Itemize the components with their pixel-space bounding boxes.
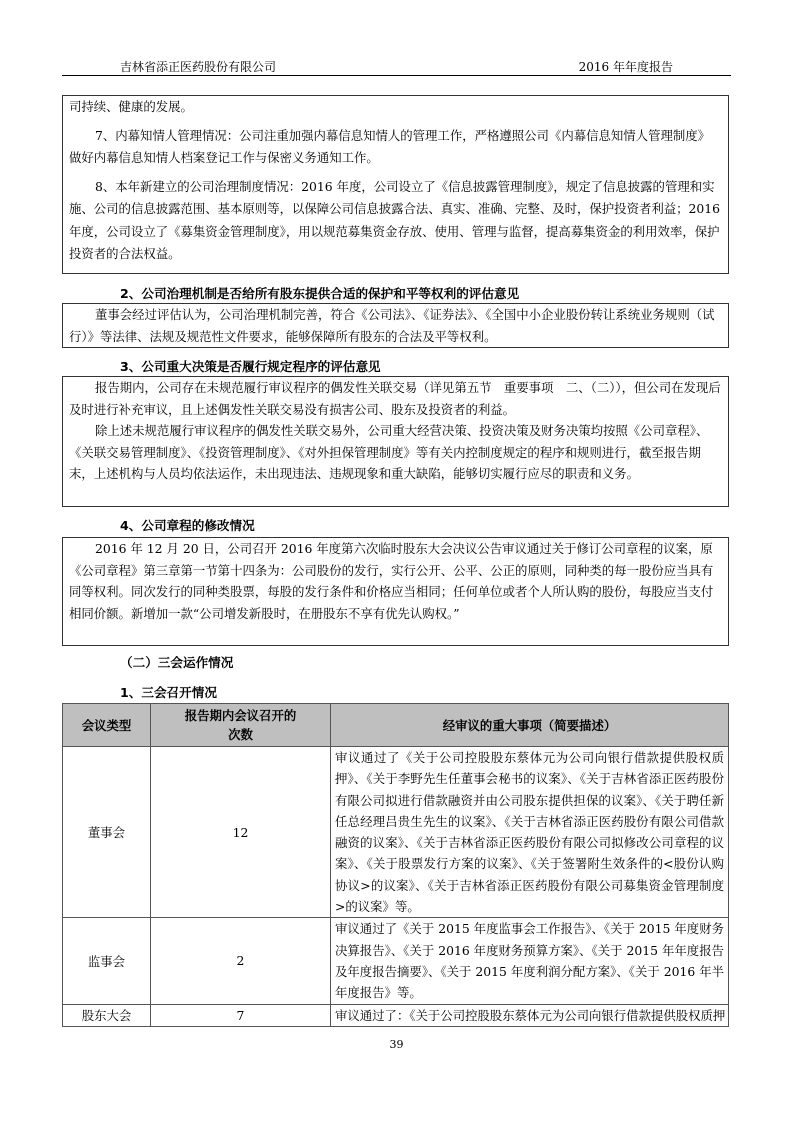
section-2-text: 董事会经过评估认为，公司治理机制完善，符合《公司法》、《证券法》、《全国中小企业股份转让系统业务规则（试行）》等法律、法规及规范性文件要求，能够保障所有股东的合法及平等权利。	[69, 307, 715, 344]
insider-management-paragraph: 7、内幕知情人管理情况：公司注重加强内幕信息知情人的管理工作，严格遵照公司《内幕信息知情人管理制度》做好内幕信息知情人档案登记工作与保密义务通知工作。	[69, 127, 711, 165]
section-3-paragraph-2: 除上述未规范履行审议程序的偶发性关联交易外，公司重大经营决策、投资决策及财务决策均按照《公司章程》、《关联交易管理制度》、《投资管理制度》、《对外担保管理制度》等有关内控制度规定的程序和规则进行，截至报告期末，上述机构与人员均依法运作，未出现违法、违规现象和重大缺陷，能够切实履行应尽的职责和义务。	[69, 423, 709, 481]
table-row	[63, 1004, 729, 1026]
header-meeting-type: 会议类型	[63, 704, 151, 747]
section-3-paragraph-1: 报告期内，公司存在未规范履行审议程序的偶发性关联交易（详见第五节 重要事项 二、（二）），但公司在发现后及时进行补充审议，且上述偶发性关联交易没有损害公司、股东及投资者的利益。	[69, 380, 721, 417]
table-header-row	[63, 704, 729, 747]
section-3-heading: 3、公司重大决策是否履行规定程序的评估意见	[120, 359, 381, 374]
three-meetings-heading: （二）三会运作情况	[120, 655, 234, 670]
section-4-heading: 4、公司章程的修改情况	[120, 518, 255, 533]
meeting-matters-cell: 审议通过了：《关于公司控股股东蔡体元为公司向银行借款提供股权质押	[331, 1004, 729, 1026]
page-number: 39	[389, 1038, 404, 1051]
section-2-box	[62, 303, 729, 348]
meeting-matters-cell: 审议通过了《关于 2015 年度监事会工作报告》、《关于 2015 年度财务决算报告》、《关于 2016 年度财务预算方案》、《关于 2015 年年度报告及年度报告摘要》、《关于 2015 年度利润分配方案》、《关于 2016 年半年度报告》等。	[331, 918, 729, 1004]
meeting-type-cell: 股东大会	[63, 1004, 151, 1026]
section-3-box	[62, 376, 729, 507]
new-governance-system-paragraph: 8、本年新建立的公司治理制度情况：2016 年度，公司设立了《信息披露管理制度》，规定了信息披露的管理和实施、公司的信息披露范围、基本原则等，以保障公司信息披露合法、真实、准确、完整、及时，保护投资者利益；2016 年度，公司设立了《募集资金管理制度》，用以规范募集资金存放、使用、管理与监督，提高募集资金的利用效率，保护投资者的合法权益。	[69, 178, 721, 261]
meetings-table	[62, 703, 729, 1027]
section-4-box	[62, 537, 729, 646]
header-rule	[62, 75, 731, 76]
section-4-text: 2016 年 12 月 20 日，公司召开 2016 年度第六次临时股东大会决议公告审议通过关于修订公司章程的议案，原《公司章程》第三章第一节第十四条为：公司股份的发行，实行公开、公平、公正的原则，同种类的每一股份应当具有同等权利。同次发行的同种类股票，每股的发行条件和价格应当相同；任何单位或者个人所认购的股份，每股应当支付相同价额。新增加一款“公司增发新股时，在册股东不享有优先认购权。”	[69, 541, 714, 621]
header-meeting-count: 报告期内会议召开的次数	[151, 704, 331, 747]
governance-continued-box	[62, 95, 729, 274]
meeting-matters-cell: 审议通过了《关于公司控股股东蔡体元为公司向银行借款提供股权质押》、《关于李野先生任董事会秘书的议案》、《关于吉林省添正医药股份有限公司拟进行借款融资并由公司股东提供担保的议案》、《关于聘任新任总经理吕贵生先生的议案》、《关于吉林省添正医药股份有限公司借款融资的议案》、《关于吉林省添正医药股份有限公司拟修改公司章程的议案》、《关于股票发行方案的议案》、《关于签署附生效条件的<股份认购协议>的议案》、《关于吉林省添正医药股份有限公司募集资金管理制度>的议案》等。	[331, 747, 729, 918]
table-row	[63, 918, 729, 1004]
meeting-type-cell: 董事会	[63, 747, 151, 918]
meeting-count-cell: 7	[151, 1004, 331, 1026]
header-company-name: 吉林省添正医药股份有限公司	[120, 60, 277, 74]
header-report-title: 2016 年年度报告	[578, 60, 673, 74]
meeting-type-cell: 监事会	[63, 918, 151, 1004]
continued-line: 司持续、健康的发展。	[69, 99, 193, 114]
header-major-matters: 经审议的重大事项（简要描述）	[331, 704, 729, 747]
table-row	[63, 747, 729, 918]
meetings-held-heading: 1、三会召开情况	[120, 685, 217, 700]
meeting-count-cell: 2	[151, 918, 331, 1004]
section-2-heading: 2、公司治理机制是否给所有股东提供合适的保护和平等权利的评估意见	[120, 286, 520, 301]
meeting-count-cell: 12	[151, 747, 331, 918]
